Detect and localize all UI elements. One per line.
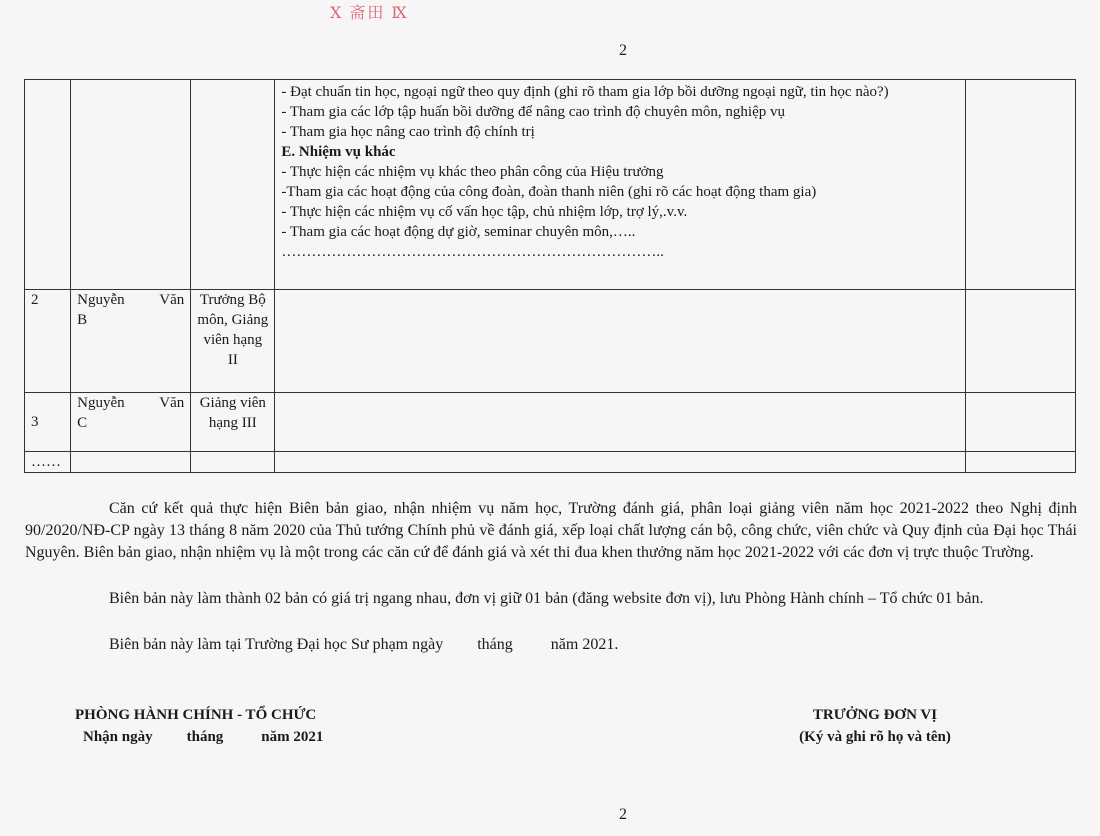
stamp-fragment: Ⅹ 斋田 Ⅸ <box>330 5 409 22</box>
table-cell <box>275 452 966 473</box>
year-text: năm 2021. <box>550 636 619 653</box>
table-row <box>25 393 1076 452</box>
staff-role: Giảng viên hạng III <box>191 393 275 452</box>
row-number: 2 <box>25 290 71 393</box>
received-month-label: tháng <box>186 729 224 745</box>
table-cell <box>25 80 71 290</box>
table-cell <box>966 393 1076 452</box>
duty-line: - Tham gia các lớp tập huấn bồi dưỡng để nâng cao trình độ chuyên môn, nghiệp vụ <box>281 104 785 120</box>
table-cell <box>191 452 275 473</box>
month-text: tháng <box>477 636 513 653</box>
table-cell <box>966 452 1076 473</box>
place-text: Biên bản này làm tại Trường Đại học Sư phạm ngày <box>109 636 444 653</box>
duty-line: - Tham gia học nâng cao trình độ chính trị <box>281 124 535 140</box>
name-line: Nguyễn Văn <box>77 395 185 411</box>
table-row <box>25 80 1076 290</box>
received-day-label: Nhận ngày <box>83 729 153 745</box>
name-line: B <box>77 312 88 328</box>
duty-line: -Tham gia các hoạt động của công đoàn, đoàn thanh niên (ghi rõ các hoạt động tham gia) <box>281 184 817 200</box>
signature-title: TRƯỞNG ĐƠN VỊ <box>812 707 938 723</box>
staff-name <box>71 290 191 393</box>
received-date-line <box>75 726 323 748</box>
assignment-table <box>24 79 1076 473</box>
table-cell <box>71 80 191 290</box>
staff-role: Trưởng Bộ môn, Giảng viên hạng II <box>191 290 275 393</box>
paragraph-place-date <box>25 634 1077 656</box>
duty-line: - Tham gia các hoạt động dự giờ, seminar chuyên môn,….. <box>281 224 636 240</box>
table-cell <box>71 452 191 473</box>
table-row <box>25 290 1076 393</box>
signature-block-right <box>780 704 970 748</box>
table-cell <box>191 80 275 290</box>
page-number-bottom: 2 <box>619 806 627 823</box>
signature-title: PHÒNG HÀNH CHÍNH - TỔ CHỨC <box>75 707 317 723</box>
duty-line: - Thực hiện các nhiệm vụ cố vấn học tập, chủ nhiệm lớp, trợ lý,.v.v. <box>281 204 688 220</box>
signature-subtitle: (Ký và ghi rõ họ và tên) <box>799 729 951 745</box>
duty-line: - Thực hiện các nhiệm vụ khác theo phân công của Hiệu trưởng <box>281 164 664 180</box>
paragraph-basis: Căn cứ kết quả thực hiện Biên bản giao, nhận nhiệm vụ năm học, Trường đánh giá, phân loại giảng viên năm học 2021-2022 theo Nghị định 90/2020/NĐ-CP ngày 13 tháng 8 năm 2020 của Thủ tướng Chính phủ về đánh giá, xếp loại chất lượng cán bộ, công chức, viên chức và Quy định của Đại học Thái Nguyên. Biên bản giao, nhận nhiệm vụ là một trong các căn cứ để đánh giá và xét thi đua khen thưởng năm học 2021-2022 với các đơn vị trực thuộc Trường. <box>25 500 1077 561</box>
staff-name <box>71 393 191 452</box>
table-cell <box>275 393 966 452</box>
signature-block-left <box>75 704 323 748</box>
table-cell <box>275 290 966 393</box>
dotted-line: ………………………………………………………………….. <box>281 244 664 260</box>
duties-cell <box>275 80 966 290</box>
row-number: …… <box>25 452 71 473</box>
row-number: 3 <box>25 393 71 452</box>
table-cell <box>966 80 1076 290</box>
page-number-top: 2 <box>619 42 627 59</box>
table-cell <box>966 290 1076 393</box>
name-line: Nguyễn Văn <box>77 292 185 308</box>
paragraph-copies: Biên bản này làm thành 02 bản có giá trị ngang nhau, đơn vị giữ 01 bản (đăng website đơn vị), lưu Phòng Hành chính – Tổ chức 01 bản. <box>109 590 984 607</box>
name-line: C <box>77 415 88 431</box>
received-year-label: năm 2021 <box>261 729 324 745</box>
duty-line: - Đạt chuẩn tin học, ngoại ngữ theo quy định (ghi rõ tham gia lớp bồi dưỡng ngoại ngữ, tin học nào?) <box>281 84 889 100</box>
table-row <box>25 452 1076 473</box>
section-heading: E. Nhiệm vụ khác <box>281 144 396 160</box>
